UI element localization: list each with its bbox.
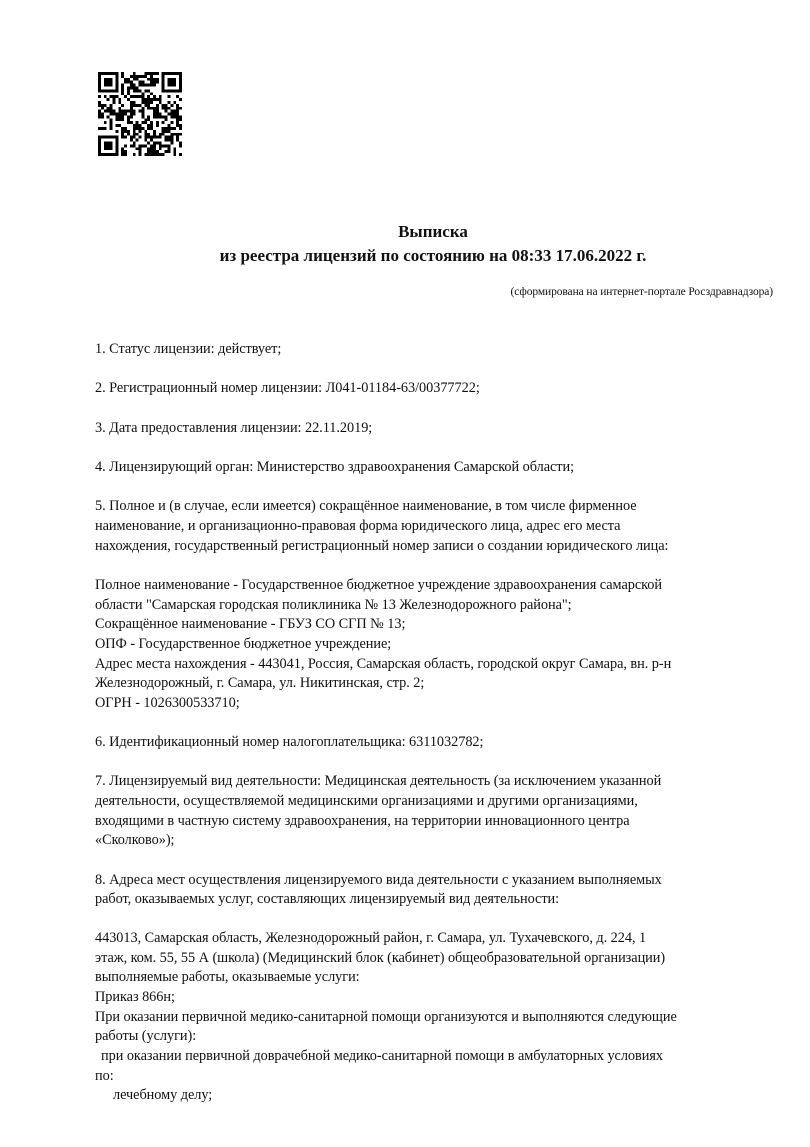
order-line: Приказ 866н; [95, 989, 175, 1005]
place-line: этаж, ком. 55, 55 А (школа) (Медицинский блок (кабинет) общеобразовательной организации) [95, 950, 666, 966]
item7-line: деятельности, осуществляемой медицинскими организациями и другими организациями, [95, 793, 638, 809]
licensing-authority: 4. Лицензирующий орган: Министерство здравоохранения Самарской области; [95, 459, 575, 475]
item8-line: работ, оказываемых услуг, составляющих лицензируемый вид деятельности: [95, 891, 560, 907]
item8-line: 8. Адреса мест осуществления лицензируемого вида деятельности с указанием выполняемых [95, 872, 662, 888]
item5-line: 5. Полное и (в случае, если имеется) сокращённое наименование, в том числе фирменное [95, 498, 637, 514]
address-line: Железнодорожный, г. Самара, ул. Никитинская, стр. 2; [95, 675, 425, 691]
short-name: Сокращённое наименование - ГБУЗ СО СГП № 13; [95, 616, 406, 632]
item5-line: нахождения, государственный регистрационный номер записи о создании юридического лица: [95, 538, 669, 554]
prehospital-line: по: [95, 1068, 114, 1084]
medical-work-line: лечебному делу; [113, 1087, 213, 1103]
primary-care-line: При оказании первичной медико-санитарной помощи организуются и выполняются следующие [95, 1009, 677, 1025]
item7-line: входящими в частную систему здравоохранения, на территории инновационного центра [95, 813, 630, 829]
primary-care-line: работы (услуги): [95, 1028, 197, 1044]
item5-line: наименование, и организационно-правовая форма юридического лица, адрес его места [95, 518, 621, 534]
qr-code-icon [98, 72, 182, 156]
item7-line: 7. Лицензируемый вид деятельности: Медицинская деятельность (за исключением указанной [95, 773, 662, 789]
legal-form: ОПФ - Государственное бюджетное учреждение; [95, 636, 392, 652]
source-note: (сформирована на интернет-портале Росздравнадзора) [510, 286, 773, 298]
full-name-line: Полное наименование - Государственное бюджетное учреждение здравоохранения самарской [95, 577, 663, 593]
document-subtitle: из реестра лицензий по состоянию на 08:33 17.06.2022 г. [219, 246, 647, 265]
prehospital-line: при оказании первичной доврачебной медико-санитарной помощи в амбулаторных условиях [101, 1048, 663, 1064]
place-line: 443013, Самарская область, Железнодорожный район, г. Самара, ул. Тухачевского, д. 224, 1 [95, 930, 647, 946]
document-title: Выписка [398, 222, 468, 241]
inn: 6. Идентификационный номер налогоплательщика: 6311032782; [95, 734, 484, 750]
registration-number: 2. Регистрационный номер лицензии: Л041-01184-63/00377722; [95, 380, 480, 396]
license-status: 1. Статус лицензии: действует; [95, 341, 282, 357]
ogrn: ОГРН - 1026300533710; [95, 695, 240, 711]
address-line: Адрес места нахождения - 443041, Россия, Самарская область, городской округ Самара, вн. р-н [95, 656, 672, 672]
item7-line: «Сколково»); [95, 832, 175, 848]
full-name-line: области "Самарская городская поликлиника № 13 Железнодорожного района"; [95, 597, 572, 613]
place-line: выполняемые работы, оказываемые услуги: [95, 969, 360, 985]
issue-date: 3. Дата предоставления лицензии: 22.11.2019; [95, 420, 373, 436]
